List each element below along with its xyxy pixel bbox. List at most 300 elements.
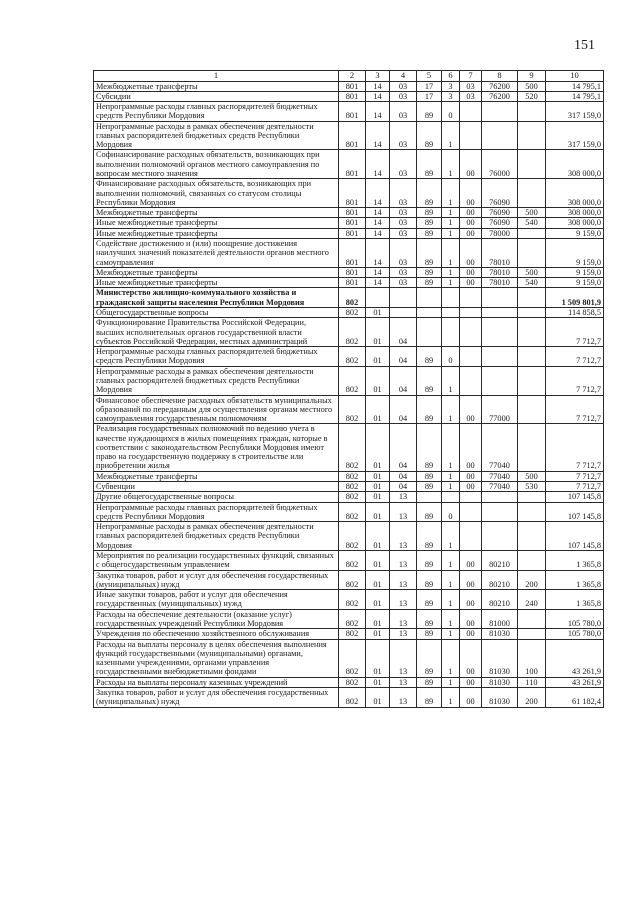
row-code-cell-7: 00	[460, 228, 482, 238]
row-code-cell-5: 89	[417, 347, 442, 367]
row-code-cell-9: 500	[518, 471, 546, 481]
row-code-cell-2: 802	[339, 590, 366, 610]
row-name-cell: Иные закупки товаров, работ и услуг для обеспечения государственных (муниципальных) нужд	[94, 590, 339, 610]
row-code-cell-2: 802	[339, 482, 366, 492]
row-code-cell-9: 200	[518, 687, 546, 707]
row-code-cell-7	[460, 366, 482, 395]
row-code-cell-5: 89	[417, 570, 442, 590]
row-code-cell-9	[518, 502, 546, 522]
row-code-cell-2: 801	[339, 267, 366, 277]
row-code-cell-6: 1	[442, 208, 460, 218]
row-code-cell-4: 13	[390, 502, 417, 522]
row-code-cell-4: 03	[390, 208, 417, 218]
row-code-cell-3: 14	[366, 102, 390, 122]
column-header-5: 5	[417, 71, 442, 82]
row-code-cell-7	[460, 288, 482, 308]
table-row	[94, 502, 604, 522]
row-amount-cell: 1 365,8	[546, 551, 604, 571]
row-code-cell-6: 1	[442, 471, 460, 481]
row-name-cell: Субвенции	[94, 482, 339, 492]
row-code-cell-6: 1	[442, 150, 460, 179]
row-code-cell-3: 14	[366, 218, 390, 228]
row-code-cell-6: 1	[442, 366, 460, 395]
row-code-cell-4: 04	[390, 471, 417, 481]
table-row	[94, 91, 604, 101]
row-name-cell: Общегосударственные вопросы	[94, 307, 339, 317]
row-amount-cell: 9 159,0	[546, 228, 604, 238]
row-name-cell: Межбюджетные трансферты	[94, 208, 339, 218]
row-code-cell-9	[518, 239, 546, 268]
row-code-cell-3: 01	[366, 677, 390, 687]
row-code-cell-5: 89	[417, 278, 442, 288]
row-code-cell-8: 78010	[482, 239, 518, 268]
row-amount-cell: 1 365,8	[546, 590, 604, 610]
row-name-cell: Межбюджетные трансферты	[94, 471, 339, 481]
row-name-cell: Непрограммные расходы главных распорядителей бюджетных средств Республики Мордовия	[94, 102, 339, 122]
row-code-cell-2: 801	[339, 218, 366, 228]
row-code-cell-9	[518, 318, 546, 347]
row-code-cell-4: 03	[390, 121, 417, 150]
table-row	[94, 570, 604, 590]
row-code-cell-3: 01	[366, 482, 390, 492]
row-code-cell-5: 89	[417, 471, 442, 481]
row-code-cell-5: 89	[417, 228, 442, 238]
row-code-cell-3: 01	[366, 424, 390, 471]
row-code-cell-4: 13	[390, 570, 417, 590]
row-code-cell-6: 1	[442, 179, 460, 208]
row-code-cell-4: 13	[390, 629, 417, 639]
row-code-cell-3: 01	[366, 471, 390, 481]
row-code-cell-8: 81030	[482, 629, 518, 639]
row-code-cell-7	[460, 347, 482, 367]
row-code-cell-7: 00	[460, 424, 482, 471]
row-code-cell-5	[417, 288, 442, 308]
row-code-cell-6: 1	[442, 609, 460, 629]
row-code-cell-3: 01	[366, 629, 390, 639]
row-amount-cell: 9 159,0	[546, 239, 604, 268]
row-code-cell-3: 14	[366, 278, 390, 288]
row-code-cell-2: 802	[339, 687, 366, 707]
row-code-cell-2: 802	[339, 522, 366, 551]
row-code-cell-6: 1	[442, 482, 460, 492]
row-amount-cell: 7 712,7	[546, 347, 604, 367]
row-code-cell-9	[518, 307, 546, 317]
row-code-cell-5	[417, 307, 442, 317]
row-code-cell-5	[417, 318, 442, 347]
row-code-cell-9: 540	[518, 278, 546, 288]
row-code-cell-8	[482, 288, 518, 308]
table-row	[94, 228, 604, 238]
row-code-cell-7: 03	[460, 81, 482, 91]
table-row	[94, 318, 604, 347]
row-code-cell-2: 802	[339, 551, 366, 571]
row-name-cell: Непрограммные расходы главных распорядителей бюджетных средств Республики Мордовия	[94, 347, 339, 367]
row-amount-cell: 43 261,9	[546, 639, 604, 677]
row-code-cell-6	[442, 492, 460, 502]
row-code-cell-8: 81030	[482, 639, 518, 677]
row-code-cell-7	[460, 102, 482, 122]
row-code-cell-9: 110	[518, 677, 546, 687]
row-code-cell-4: 04	[390, 482, 417, 492]
row-code-cell-9	[518, 288, 546, 308]
row-code-cell-3: 01	[366, 318, 390, 347]
column-header-8: 8	[482, 71, 518, 82]
row-code-cell-4: 03	[390, 81, 417, 91]
row-amount-cell: 7 712,7	[546, 318, 604, 347]
row-code-cell-4: 13	[390, 590, 417, 610]
column-header-9: 9	[518, 71, 546, 82]
row-code-cell-6: 1	[442, 395, 460, 424]
table-row	[94, 522, 604, 551]
row-code-cell-6: 0	[442, 502, 460, 522]
row-code-cell-4: 13	[390, 551, 417, 571]
row-code-cell-3: 14	[366, 267, 390, 277]
row-code-cell-9	[518, 522, 546, 551]
row-code-cell-6: 1	[442, 218, 460, 228]
row-name-cell: Непрограммные расходы в рамках обеспечения деятельности главных распорядителей бюджетных средств Республики Мордовия	[94, 121, 339, 150]
row-name-cell: Мероприятия по реализации государственных функций, связанных с общегосударственным управлением	[94, 551, 339, 571]
row-code-cell-2: 801	[339, 179, 366, 208]
row-code-cell-3: 01	[366, 609, 390, 629]
row-code-cell-5: 89	[417, 267, 442, 277]
row-code-cell-8: 76090	[482, 208, 518, 218]
row-amount-cell: 107 145,8	[546, 492, 604, 502]
row-code-cell-3	[366, 288, 390, 308]
row-code-cell-2: 802	[339, 609, 366, 629]
row-code-cell-2: 802	[339, 471, 366, 481]
row-code-cell-7: 00	[460, 267, 482, 277]
row-amount-cell: 317 159,0	[546, 102, 604, 122]
row-code-cell-5: 89	[417, 609, 442, 629]
row-code-cell-6: 1	[442, 121, 460, 150]
table-row	[94, 492, 604, 502]
table-row	[94, 687, 604, 707]
table-row	[94, 482, 604, 492]
row-amount-cell: 9 159,0	[546, 278, 604, 288]
row-code-cell-4: 13	[390, 677, 417, 687]
row-name-cell: Другие общегосударственные вопросы	[94, 492, 339, 502]
row-code-cell-5: 89	[417, 502, 442, 522]
row-amount-cell: 107 145,8	[546, 522, 604, 551]
row-code-cell-3: 01	[366, 366, 390, 395]
row-code-cell-5: 89	[417, 239, 442, 268]
column-header-2: 2	[339, 71, 366, 82]
row-code-cell-7: 00	[460, 629, 482, 639]
row-code-cell-7: 00	[460, 471, 482, 481]
row-code-cell-8	[482, 307, 518, 317]
table-row	[94, 677, 604, 687]
row-code-cell-7: 00	[460, 395, 482, 424]
row-code-cell-4: 03	[390, 150, 417, 179]
row-code-cell-4: 13	[390, 522, 417, 551]
row-amount-cell: 14 795,1	[546, 81, 604, 91]
row-code-cell-5: 89	[417, 424, 442, 471]
row-code-cell-9	[518, 121, 546, 150]
row-code-cell-3: 01	[366, 522, 390, 551]
row-code-cell-8: 77040	[482, 424, 518, 471]
row-amount-cell: 61 182,4	[546, 687, 604, 707]
row-code-cell-6: 1	[442, 687, 460, 707]
row-code-cell-6: 0	[442, 347, 460, 367]
row-code-cell-9	[518, 609, 546, 629]
row-amount-cell: 7 712,7	[546, 424, 604, 471]
row-code-cell-8: 76200	[482, 91, 518, 101]
row-code-cell-8: 76200	[482, 81, 518, 91]
row-code-cell-3: 14	[366, 121, 390, 150]
row-code-cell-5: 89	[417, 150, 442, 179]
row-code-cell-9: 100	[518, 639, 546, 677]
row-code-cell-6: 3	[442, 91, 460, 101]
row-name-cell: Закупка товаров, работ и услуг для обеспечения государственных (муниципальных) нужд	[94, 687, 339, 707]
row-code-cell-2: 802	[339, 424, 366, 471]
row-code-cell-9	[518, 629, 546, 639]
row-code-cell-8	[482, 366, 518, 395]
table-row	[94, 307, 604, 317]
row-code-cell-8	[482, 121, 518, 150]
row-code-cell-4: 04	[390, 366, 417, 395]
row-code-cell-4: 03	[390, 239, 417, 268]
row-code-cell-3: 14	[366, 91, 390, 101]
row-code-cell-2: 801	[339, 278, 366, 288]
row-code-cell-5: 89	[417, 218, 442, 228]
row-code-cell-9	[518, 150, 546, 179]
row-code-cell-5: 89	[417, 551, 442, 571]
row-code-cell-2: 801	[339, 121, 366, 150]
row-code-cell-8: 81030	[482, 687, 518, 707]
row-code-cell-5: 17	[417, 91, 442, 101]
row-name-cell: Финансовое обеспечение расходных обязательств муниципальных образований по переданным для осуществления органам местного самоуправления государственным полномочиям	[94, 395, 339, 424]
row-name-cell: Содействие достижению и (или) поощрение достижения наилучших значений показателей деятельности органов местного самоуправления	[94, 239, 339, 268]
row-code-cell-3: 14	[366, 239, 390, 268]
row-amount-cell: 14 795,1	[546, 91, 604, 101]
row-code-cell-2: 802	[339, 629, 366, 639]
row-amount-cell: 7 712,7	[546, 482, 604, 492]
row-code-cell-2: 801	[339, 208, 366, 218]
row-code-cell-6	[442, 288, 460, 308]
row-code-cell-7: 00	[460, 239, 482, 268]
row-amount-cell: 114 858,5	[546, 307, 604, 317]
row-code-cell-7	[460, 492, 482, 502]
table-row	[94, 551, 604, 571]
row-code-cell-4	[390, 288, 417, 308]
row-code-cell-4: 04	[390, 318, 417, 347]
row-amount-cell: 308 000,0	[546, 150, 604, 179]
row-code-cell-6: 1	[442, 570, 460, 590]
row-code-cell-9	[518, 492, 546, 502]
row-code-cell-9	[518, 551, 546, 571]
table-row	[94, 102, 604, 122]
row-code-cell-9: 520	[518, 91, 546, 101]
row-code-cell-6	[442, 318, 460, 347]
row-code-cell-5: 89	[417, 482, 442, 492]
row-amount-cell: 107 145,8	[546, 502, 604, 522]
row-code-cell-9	[518, 424, 546, 471]
table-row	[94, 424, 604, 471]
row-code-cell-8: 80210	[482, 551, 518, 571]
row-name-cell: Закупка товаров, работ и услуг для обеспечения государственных (муниципальных) нужд	[94, 570, 339, 590]
row-code-cell-4: 03	[390, 91, 417, 101]
table-row	[94, 179, 604, 208]
row-name-cell: Функционирование Правительства Российской Федерации, высших исполнительных органов государственной власти субъектов Российской Федерации, местных администраций	[94, 318, 339, 347]
row-code-cell-6: 1	[442, 522, 460, 551]
row-code-cell-4	[390, 307, 417, 317]
row-code-cell-6: 3	[442, 81, 460, 91]
table-row	[94, 239, 604, 268]
row-code-cell-5: 89	[417, 639, 442, 677]
row-amount-cell: 308 000,0	[546, 179, 604, 208]
row-code-cell-3: 14	[366, 208, 390, 218]
table-row	[94, 150, 604, 179]
row-code-cell-6: 1	[442, 228, 460, 238]
row-code-cell-5: 17	[417, 81, 442, 91]
row-code-cell-8: 77000	[482, 395, 518, 424]
row-code-cell-5: 89	[417, 629, 442, 639]
row-code-cell-3: 14	[366, 228, 390, 238]
row-code-cell-7	[460, 502, 482, 522]
row-name-cell: Учреждения по обеспечению хозяйственного обслуживания	[94, 629, 339, 639]
row-code-cell-4: 04	[390, 424, 417, 471]
row-code-cell-3: 01	[366, 570, 390, 590]
row-code-cell-6: 1	[442, 267, 460, 277]
row-code-cell-2: 801	[339, 91, 366, 101]
row-code-cell-3: 01	[366, 687, 390, 707]
row-amount-cell: 1 509 801,9	[546, 288, 604, 308]
row-code-cell-8: 78000	[482, 228, 518, 238]
column-header-3: 3	[366, 71, 390, 82]
row-code-cell-6	[442, 307, 460, 317]
row-code-cell-2: 802	[339, 347, 366, 367]
row-name-cell: Субсидии	[94, 91, 339, 101]
row-code-cell-2: 801	[339, 81, 366, 91]
row-name-cell: Расходы на выплаты персоналу казенных учреждений	[94, 677, 339, 687]
row-code-cell-3: 14	[366, 150, 390, 179]
row-code-cell-2: 802	[339, 502, 366, 522]
row-code-cell-7: 00	[460, 179, 482, 208]
row-name-cell: Иные межбюджетные трансферты	[94, 218, 339, 228]
table-row	[94, 590, 604, 610]
row-code-cell-2: 801	[339, 228, 366, 238]
row-code-cell-7: 00	[460, 677, 482, 687]
row-code-cell-7: 00	[460, 278, 482, 288]
row-name-cell: Межбюджетные трансферты	[94, 81, 339, 91]
table-row	[94, 208, 604, 218]
row-code-cell-7: 00	[460, 482, 482, 492]
row-code-cell-8: 77040	[482, 482, 518, 492]
row-code-cell-5: 89	[417, 590, 442, 610]
row-code-cell-8	[482, 492, 518, 502]
row-code-cell-3: 01	[366, 347, 390, 367]
row-code-cell-7: 00	[460, 570, 482, 590]
row-code-cell-5: 89	[417, 522, 442, 551]
table-row	[94, 288, 604, 308]
row-code-cell-6: 1	[442, 239, 460, 268]
row-amount-cell: 7 712,7	[546, 395, 604, 424]
row-amount-cell: 1 365,8	[546, 570, 604, 590]
row-code-cell-8	[482, 347, 518, 367]
row-code-cell-3: 01	[366, 590, 390, 610]
row-code-cell-6: 1	[442, 639, 460, 677]
row-code-cell-8: 78010	[482, 267, 518, 277]
row-code-cell-4: 04	[390, 347, 417, 367]
row-code-cell-3: 01	[366, 502, 390, 522]
row-name-cell: Расходы на обеспечение деятельности (оказание услуг) государственных учреждений Республики Мордовия	[94, 609, 339, 629]
row-code-cell-7	[460, 522, 482, 551]
row-code-cell-4: 13	[390, 609, 417, 629]
row-amount-cell: 308 000,0	[546, 218, 604, 228]
header-row	[94, 71, 604, 82]
row-code-cell-7: 00	[460, 551, 482, 571]
row-code-cell-9: 500	[518, 81, 546, 91]
table-row	[94, 278, 604, 288]
page-number: 151	[574, 38, 595, 53]
column-header-7: 7	[460, 71, 482, 82]
row-code-cell-7	[460, 121, 482, 150]
column-header-4: 4	[390, 71, 417, 82]
row-amount-cell: 317 159,0	[546, 121, 604, 150]
row-code-cell-8: 76090	[482, 218, 518, 228]
row-amount-cell: 7 712,7	[546, 366, 604, 395]
row-name-cell: Непрограммные расходы в рамках обеспечения деятельности главных распорядителей бюджетных средств Республики Мордовия	[94, 522, 339, 551]
row-code-cell-9: 200	[518, 570, 546, 590]
row-code-cell-7: 00	[460, 590, 482, 610]
table-row	[94, 121, 604, 150]
row-name-cell: Иные межбюджетные трансферты	[94, 278, 339, 288]
table-body	[94, 81, 604, 707]
row-code-cell-2: 802	[339, 318, 366, 347]
row-name-cell: Министерство жилищно-коммунального хозяйства и гражданской защиты населения Республики Мордовия	[94, 288, 339, 308]
row-amount-cell: 308 000,0	[546, 208, 604, 218]
table-row	[94, 218, 604, 228]
row-code-cell-2: 802	[339, 307, 366, 317]
row-code-cell-8: 76090	[482, 179, 518, 208]
row-code-cell-9: 500	[518, 208, 546, 218]
row-code-cell-8: 80210	[482, 590, 518, 610]
table-row	[94, 609, 604, 629]
column-header-6: 6	[442, 71, 460, 82]
row-code-cell-7: 00	[460, 208, 482, 218]
budget-table	[93, 70, 604, 708]
row-code-cell-6: 1	[442, 629, 460, 639]
row-code-cell-3: 01	[366, 395, 390, 424]
row-name-cell: Финансирование расходных обязательств, возникающих при выполнении полномочий, связанных со статусом столицы Республики Мордовия	[94, 179, 339, 208]
table-row	[94, 347, 604, 367]
row-code-cell-9	[518, 228, 546, 238]
row-code-cell-4: 13	[390, 687, 417, 707]
row-code-cell-2: 802	[339, 570, 366, 590]
row-code-cell-3: 14	[366, 179, 390, 208]
row-name-cell: Непрограммные расходы в рамках обеспечения деятельности главных распорядителей бюджетных средств Республики Мордовия	[94, 366, 339, 395]
row-code-cell-9	[518, 347, 546, 367]
row-code-cell-8	[482, 318, 518, 347]
row-code-cell-5: 89	[417, 687, 442, 707]
table-row	[94, 471, 604, 481]
row-code-cell-7: 00	[460, 150, 482, 179]
row-code-cell-8: 77040	[482, 471, 518, 481]
row-code-cell-9	[518, 102, 546, 122]
row-code-cell-2: 801	[339, 102, 366, 122]
row-code-cell-5: 89	[417, 179, 442, 208]
row-code-cell-4: 04	[390, 395, 417, 424]
row-code-cell-4: 03	[390, 278, 417, 288]
row-code-cell-6: 1	[442, 590, 460, 610]
row-code-cell-2: 801	[339, 150, 366, 179]
table-row	[94, 395, 604, 424]
row-code-cell-7	[460, 307, 482, 317]
row-code-cell-7	[460, 318, 482, 347]
row-code-cell-5: 89	[417, 366, 442, 395]
row-code-cell-8: 81000	[482, 609, 518, 629]
row-code-cell-3: 01	[366, 639, 390, 677]
